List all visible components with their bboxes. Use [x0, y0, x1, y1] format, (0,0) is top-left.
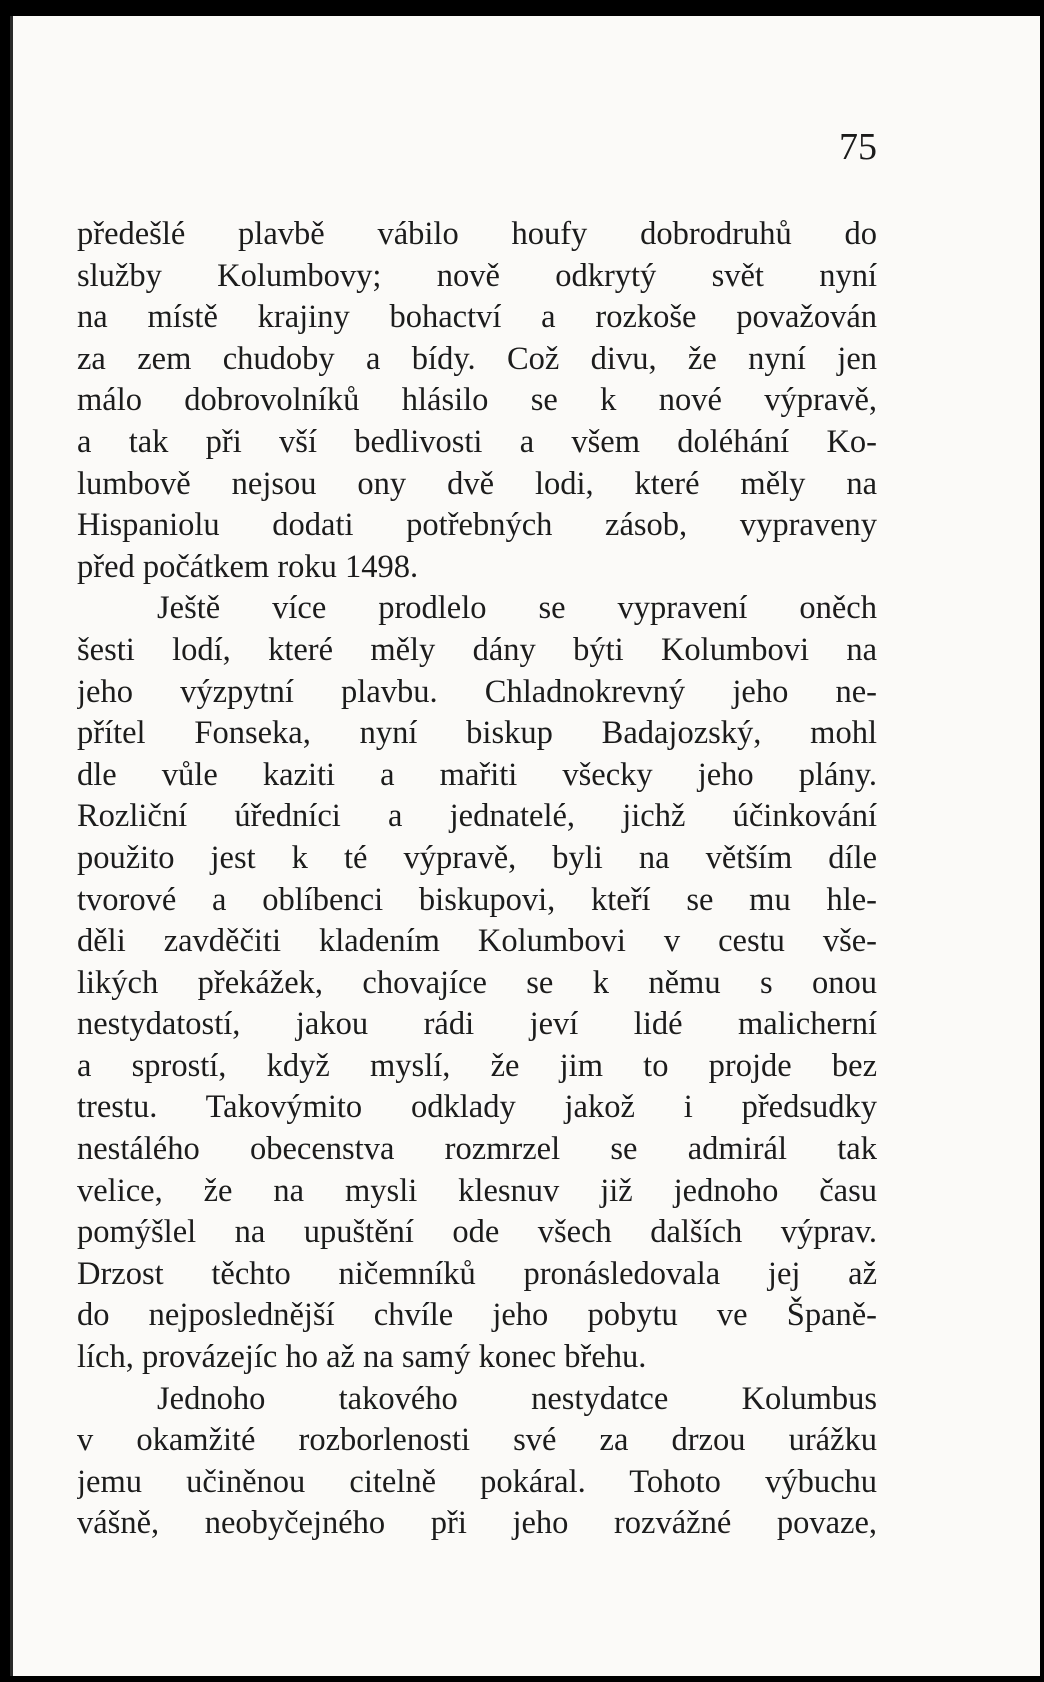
text-line: před počátkem roku 1498. — [77, 548, 419, 585]
text-line: předešlé plavbě vábilo houfy dobrodruhů do — [77, 216, 877, 252]
text-line: v okamžité rozborlenosti své za drzou urážku — [77, 1422, 877, 1459]
page-number: 75 — [839, 126, 877, 168]
text-line: Drzost těchto ničemníků pronásledovala jej až — [77, 1255, 877, 1292]
text-line: přítel Fonseka, nyní biskup Badajozský, mohl — [77, 715, 877, 752]
text-line: trestu. Takovýmito odklady jakož i předsudky — [77, 1089, 877, 1126]
book-page — [10, 16, 1040, 1676]
text-line: do nejposlednější chvíle jeho pobytu ve Španě- — [77, 1297, 877, 1334]
text-line: jemu učiněnou citelně pokáral. Tohoto výbuchu — [77, 1463, 877, 1500]
text-line: velice, že na mysli klesnuv již jednoho času — [77, 1172, 877, 1209]
text-line: a sprostí, když myslí, že jim to projde bez — [77, 1047, 877, 1084]
text-line: lích, provázejíc ho až na samý konec břehu. — [77, 1339, 647, 1376]
text-line: pomýšlel na upuštění ode všech dalších výprav. — [77, 1214, 877, 1251]
text-line: šesti lodí, které měly dány býti Kolumbovi na — [77, 631, 877, 668]
text-line: nestálého obecenstva rozmrzel se admirál tak — [77, 1131, 877, 1168]
text-line: likých překážek, chovajíce se k němu s onou — [77, 964, 877, 1001]
text-line: lumbově nejsou ony dvě lodi, které měly na — [77, 465, 877, 502]
text-line: Ještě více prodlelo se vypravení oněch — [157, 590, 877, 627]
text-line: Hispaniolu dodati potřebných zásob, vypraveny — [77, 507, 877, 544]
text-line: služby Kolumbovy; nově odkrytý svět nyní — [77, 257, 877, 294]
text-line: vášně, neobyčejného při jeho rozvážné povaze, — [77, 1505, 877, 1542]
text-line: Jednoho takového nestydatce Kolumbus — [157, 1380, 877, 1417]
text-line: jeho výzpytní plavbu. Chladnokrevný jeho ne- — [77, 673, 877, 710]
text-line: Rozliční úředníci a jednatelé, jichž účinkování — [77, 798, 877, 835]
text-line: málo dobrovolníků hlásilo se k nové výpravě, — [77, 382, 877, 419]
text-line: použito jest k té výpravě, byli na větším díle — [77, 839, 877, 876]
text-line: děli zavděčiti kladením Kolumbovi v cestu vše- — [77, 923, 877, 960]
text-line: a tak při vší bedlivosti a všem doléhání Ko- — [77, 423, 877, 460]
text-line: za zem chudoby a bídy. Což divu, že nyní jen — [77, 340, 877, 377]
text-line: na místě krajiny bohactví a rozkoše považován — [77, 299, 877, 336]
body-text — [77, 214, 877, 1545]
text-line: dle vůle kaziti a mařiti všecky jeho plány. — [77, 756, 877, 793]
text-line: tvorové a oblíbenci biskupovi, kteří se mu hle- — [77, 881, 877, 918]
text-line: nestydatostí, jakou rádi jeví lidé malicherní — [77, 1006, 877, 1043]
